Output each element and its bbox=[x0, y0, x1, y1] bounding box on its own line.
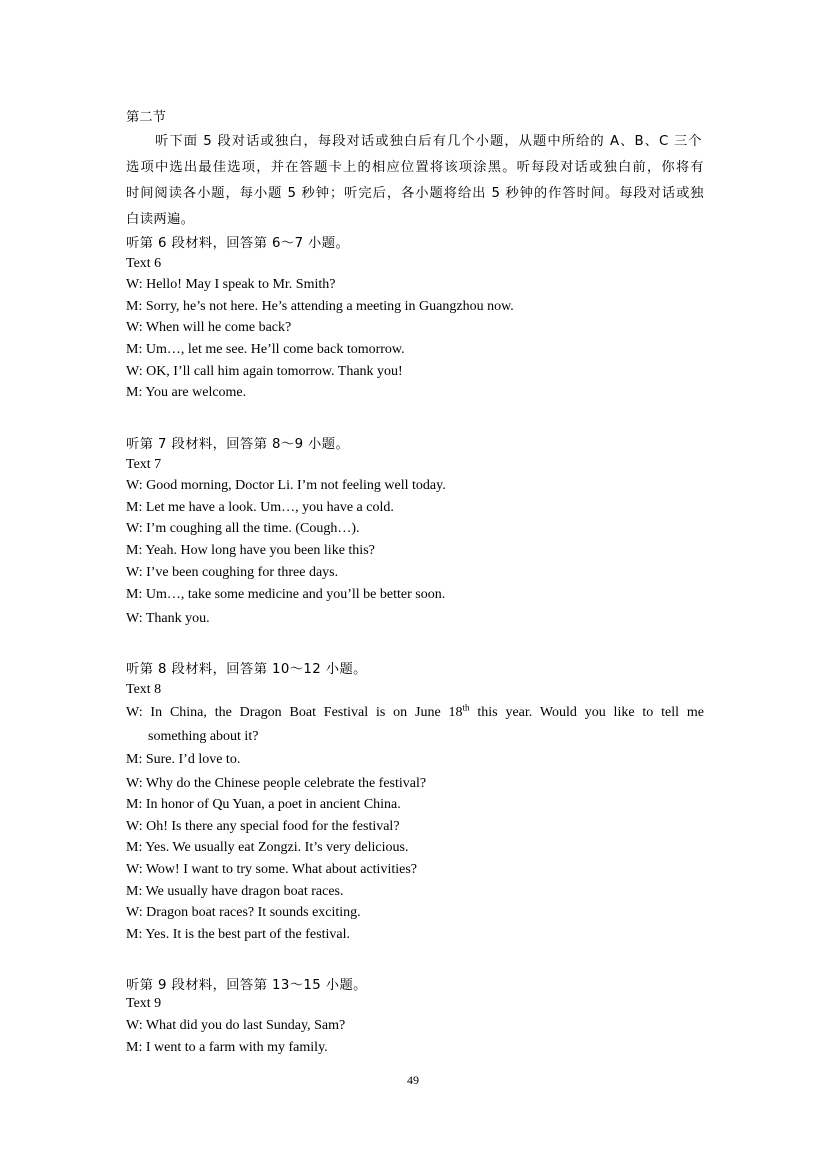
instructions-line-4: 白读两遍。 bbox=[126, 212, 195, 227]
text9-heading: 听第 9 段材料，回答第 13～15 小题。 bbox=[126, 978, 367, 993]
dialogue-line: W: What did you do last Sunday, Sam? bbox=[126, 1018, 346, 1033]
dialogue-line: M: You are welcome. bbox=[126, 385, 247, 400]
dialogue-line: W: When will he come back? bbox=[126, 320, 292, 335]
dialogue-line: M: We usually have dragon boat races. bbox=[126, 884, 344, 899]
text9-label: Text 9 bbox=[126, 996, 162, 1011]
dialogue-segment: this year. Would you like to tell me bbox=[469, 705, 704, 720]
dialogue-line: W: Thank you. bbox=[126, 611, 210, 626]
dialogue-line: M: Let me have a look. Um…, you have a cold. bbox=[126, 500, 394, 515]
dialogue-line: W: Hello! May I speak to Mr. Smith? bbox=[126, 277, 336, 292]
text6-label: Text 6 bbox=[126, 256, 162, 271]
dialogue-line: M: Um…, let me see. He’ll come back tomorrow. bbox=[126, 342, 405, 357]
dialogue-line: W: Dragon boat races? It sounds exciting. bbox=[126, 905, 361, 920]
text8-label: Text 8 bbox=[126, 682, 162, 697]
dialogue-segment: W: In China, the Dragon Boat Festival is on June 18 bbox=[126, 705, 463, 720]
dialogue-line: W: I’m coughing all the time. (Cough…). bbox=[126, 521, 360, 536]
section-title: 第二节 bbox=[126, 110, 166, 125]
superscript: th bbox=[462, 702, 470, 713]
dialogue-line: W: Why do the Chinese people celebrate the festival? bbox=[126, 776, 427, 791]
text7-label: Text 7 bbox=[126, 457, 162, 472]
dialogue-line: M: Yes. We usually eat Zongzi. It’s very delicious. bbox=[126, 840, 409, 855]
dialogue-line-continuation: something about it? bbox=[148, 729, 259, 744]
dialogue-line: M: Sure. I’d love to. bbox=[126, 752, 241, 767]
dialogue-line: W: Good morning, Doctor Li. I’m not feeling well today. bbox=[126, 478, 446, 493]
dialogue-line: M: In honor of Qu Yuan, a poet in ancient China. bbox=[126, 797, 401, 812]
dialogue-line-first bbox=[126, 702, 704, 721]
dialogue-line: W: I’ve been coughing for three days. bbox=[126, 565, 339, 580]
dialogue-line: M: Um…, take some medicine and you’ll be better soon. bbox=[126, 587, 446, 602]
dialogue-line: W: Wow! I want to try some. What about activities? bbox=[126, 862, 417, 877]
text8-heading: 听第 8 段材料，回答第 10～12 小题。 bbox=[126, 662, 367, 677]
dialogue-line: W: OK, I’ll call him again tomorrow. Thank you! bbox=[126, 364, 403, 379]
dialogue-line: M: I went to a farm with my family. bbox=[126, 1040, 328, 1055]
instructions-line-2: 选项中选出最佳选项，并在答题卡上的相应位置将该项涂黑。听每段对话或独白前，你将有 bbox=[126, 160, 704, 175]
page-number: 49 bbox=[407, 1073, 419, 1087]
dialogue-line: M: Yeah. How long have you been like this? bbox=[126, 543, 375, 558]
text6-heading: 听第 6 段材料，回答第 6～7 小题。 bbox=[126, 236, 350, 251]
dialogue-line: M: Sorry, he’s not here. He’s attending a meeting in Guangzhou now. bbox=[126, 299, 514, 314]
dialogue-line: W: Oh! Is there any special food for the festival? bbox=[126, 819, 400, 834]
dialogue-line: M: Yes. It is the best part of the festival. bbox=[126, 927, 350, 942]
text7-heading: 听第 7 段材料，回答第 8～9 小题。 bbox=[126, 437, 350, 452]
instructions-line-1: 听下面 5 段对话或独白，每段对话或独白后有几个小题，从题中所给的 A、B、C 三个 bbox=[155, 134, 702, 149]
instructions-line-3: 时间阅读各小题，每小题 5 秒钟；听完后，各小题将给出 5 秒钟的作答时间。每段对话或独 bbox=[126, 186, 704, 201]
